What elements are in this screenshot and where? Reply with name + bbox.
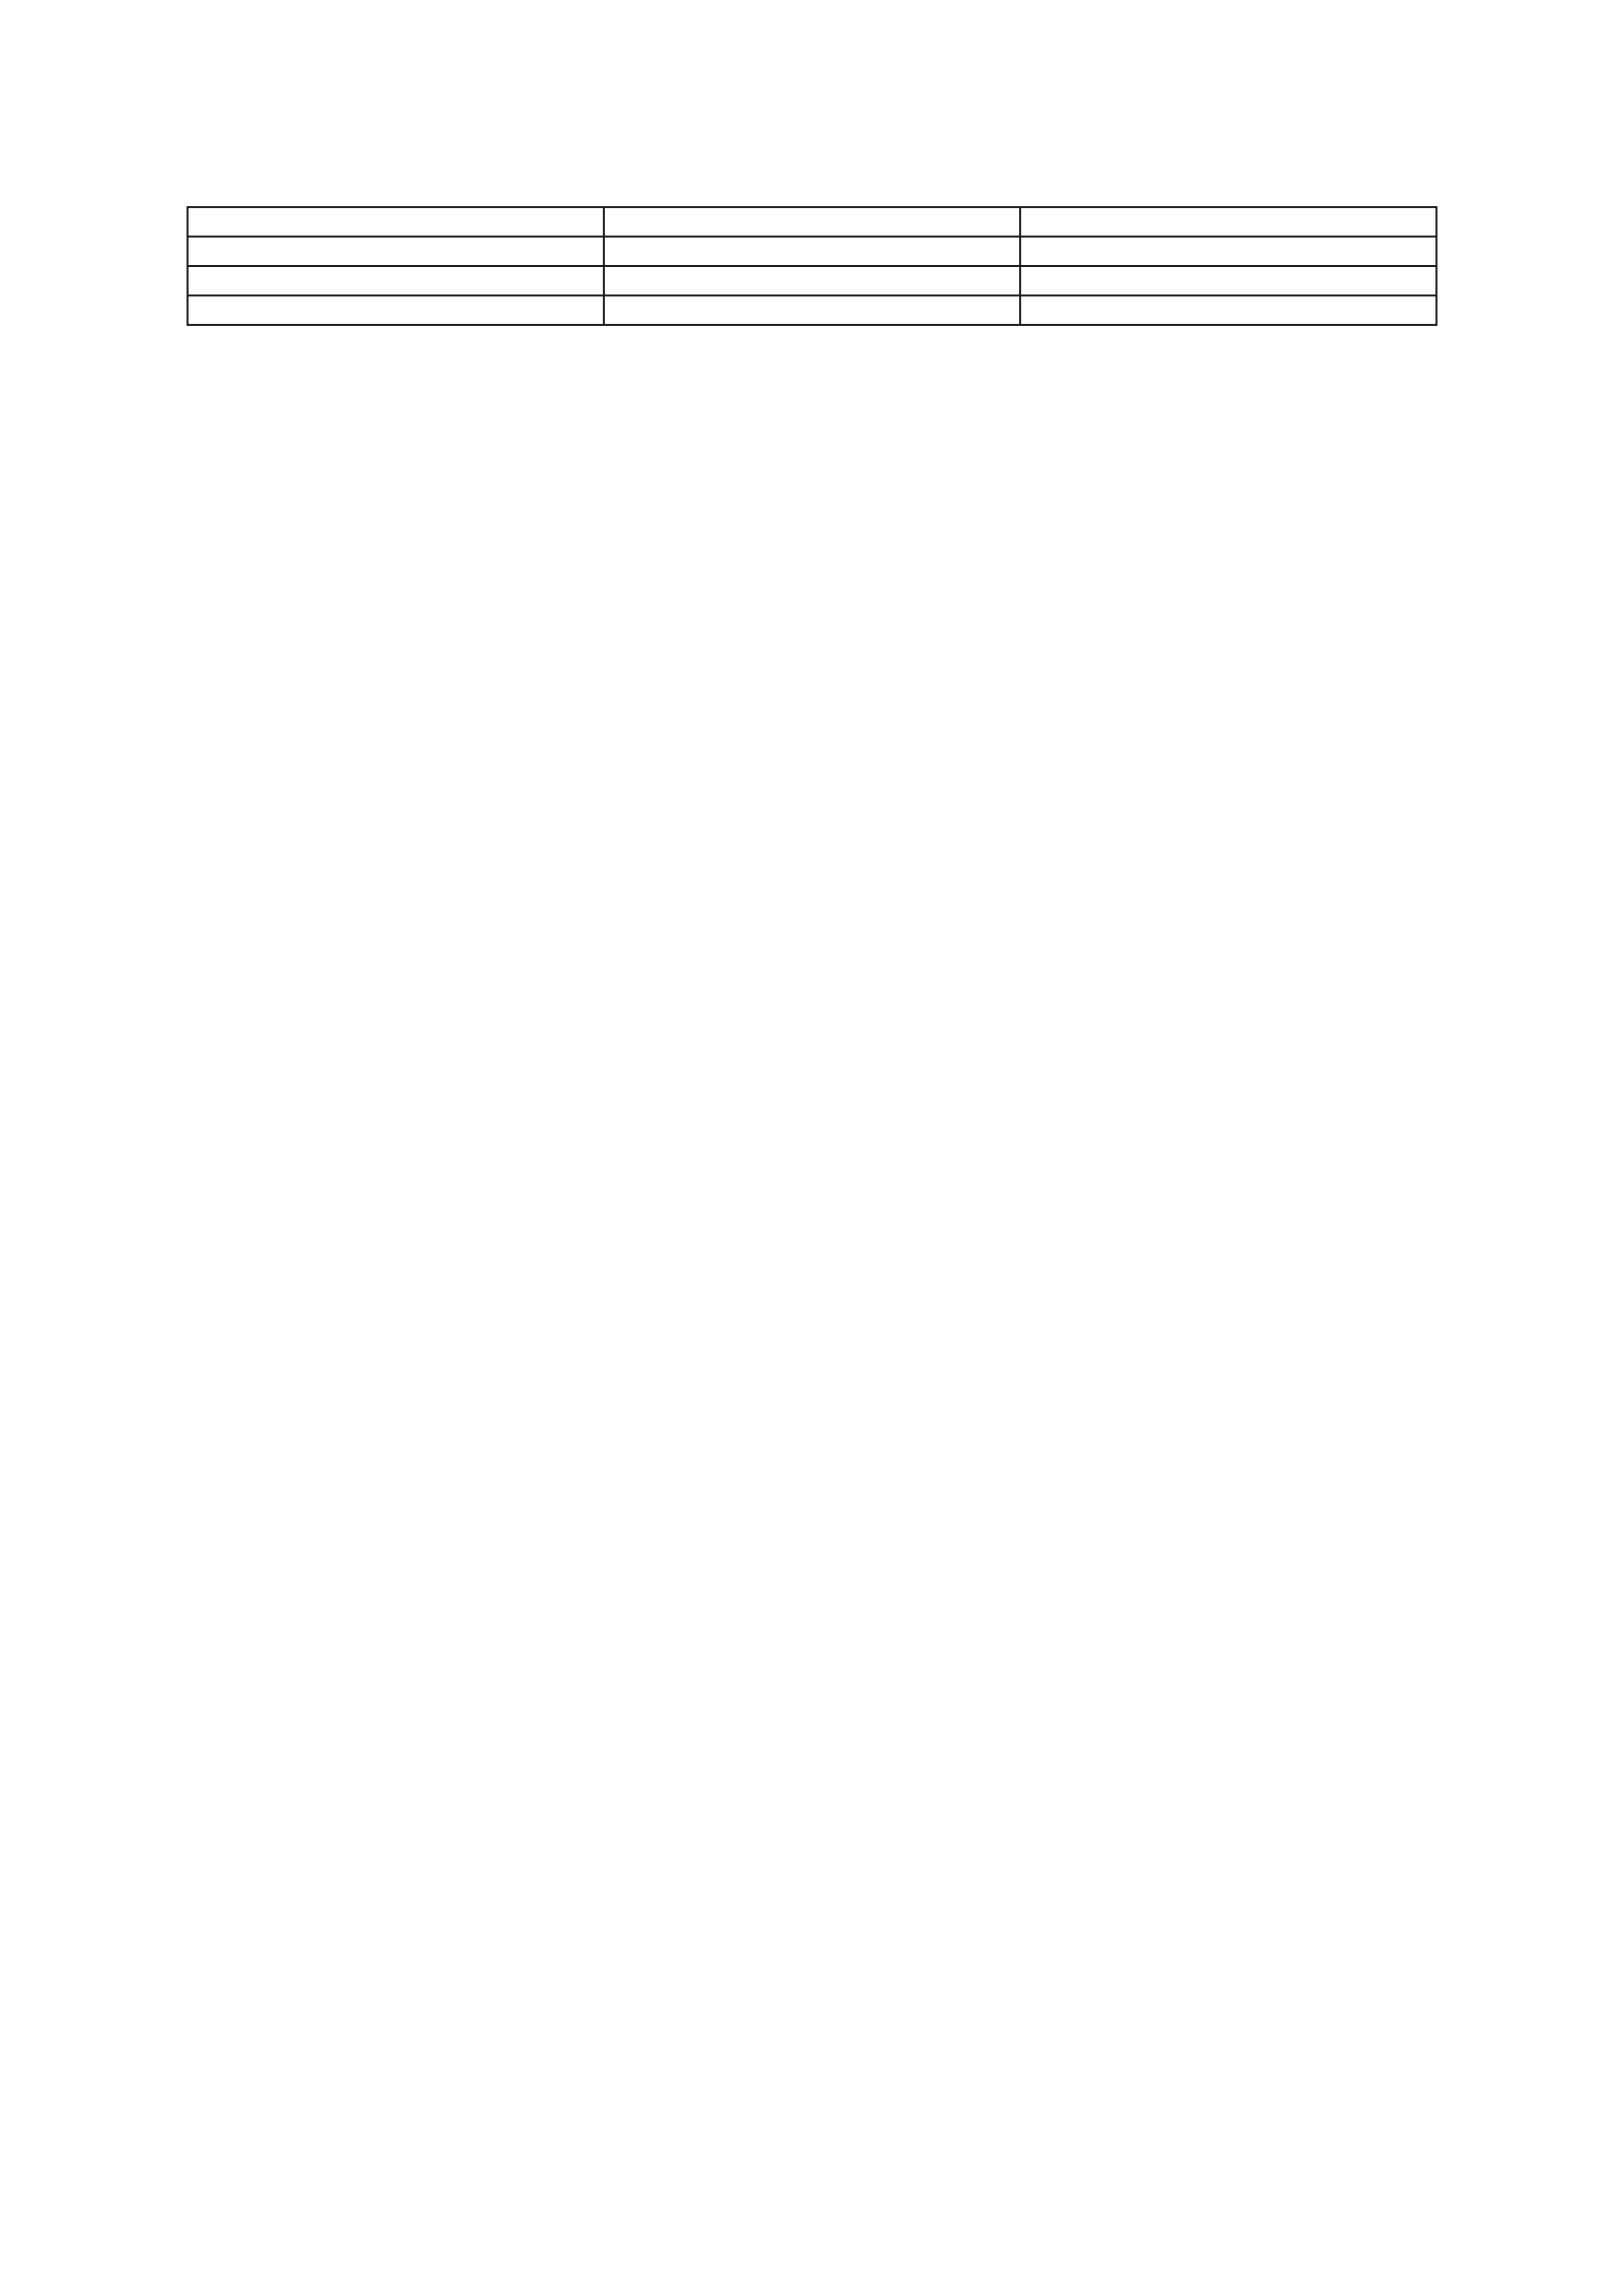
- data-table: [187, 206, 1437, 326]
- table-cell: [1020, 295, 1436, 325]
- table-cell: [604, 295, 1020, 325]
- table-row: [188, 237, 1436, 266]
- column-header: [604, 207, 1020, 237]
- table-cell: [1020, 266, 1436, 295]
- table-header-row: [188, 207, 1436, 237]
- table-row: [188, 266, 1436, 295]
- table-row: [188, 295, 1436, 325]
- column-header: [188, 207, 604, 237]
- column-header: [1020, 207, 1436, 237]
- table-cell: [1020, 237, 1436, 266]
- table-cell: [188, 295, 604, 325]
- table-cell: [604, 237, 1020, 266]
- table-cell: [604, 266, 1020, 295]
- table-cell: [188, 266, 604, 295]
- table-cell: [188, 237, 604, 266]
